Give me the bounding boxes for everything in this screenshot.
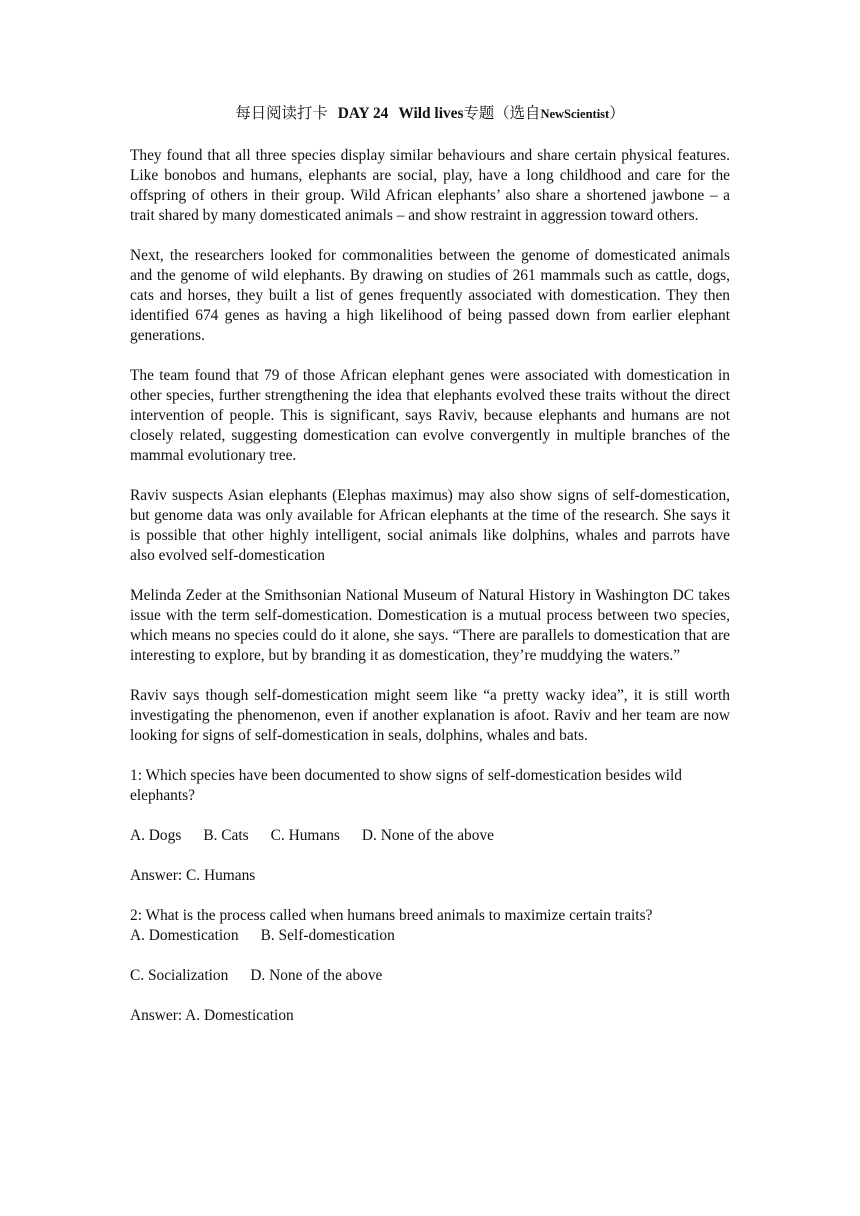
title-topic: Wild lives — [398, 105, 464, 122]
title-chinese: 每日阅读打卡 — [235, 105, 328, 122]
question-2-option-d: D. None of the above — [250, 967, 383, 984]
article-paragraph-6: Raviv says though self-domestication might seem like “a pretty wacky idea”, it is still worth investigating the phenomenon, even if another explanation is afoot. Raviv and her team are now looking for signs of self-domestication in seals, dolphins, whales and bats. — [130, 687, 730, 744]
question-1-options — [130, 826, 730, 846]
question-1-text: 1: Which species have been documented to show signs of self-domestication besides wild elephants? — [130, 767, 682, 804]
title-day: DAY 24 — [337, 105, 389, 122]
question-2-options-line-2 — [130, 966, 730, 986]
question-2-option-b: B. Self-domestication — [260, 927, 395, 944]
question-2-answer: Answer: A. Domestication — [130, 1007, 294, 1024]
question-2-option-a: A. Domestication — [130, 927, 239, 944]
article-paragraph-4: Raviv suspects Asian elephants (Elephas maximus) may also show signs of self-domestication, but genome data was only available for African elephants at the time of the research. She says it is possible that other highly intelligent, social animals like dolphins, whales and parrots have also evolved self-domestication — [130, 487, 730, 564]
question-1-option-d: D. None of the above — [361, 827, 494, 844]
question-1-option-c: C. Humans — [270, 827, 340, 844]
question-2-text: 2: What is the process called when humans breed animals to maximize certain traits? — [130, 907, 653, 924]
question-2-option-c: C. Socialization — [130, 967, 229, 984]
article-paragraph-2: Next, the researchers looked for commonalities between the genome of domesticated animals and the genome of wild elephants. By drawing on studies of 261 mammals such as cattle, dogs, cats and horses, they built a list of genes frequently associated with domestication. They then identified 674 genes as having a high likelihood of being passed down from earlier elephant generations. — [130, 247, 730, 344]
title-chinese-topic: 专题（选自 — [463, 105, 541, 122]
article-paragraph-1: They found that all three species display similar behaviours and share certain physical features. Like bonobos and humans, elephants are social, play, have a long childhood and care for the offspring of others in their group. Wild African elephants’ also share a shortened jawbone – a trait shared by many domesticated animals – and show restraint in aggression toward others. — [130, 147, 730, 224]
title-close: ） — [609, 105, 625, 122]
question-1-option-b: B. Cats — [203, 827, 249, 844]
question-1-answer: Answer: C. Humans — [130, 867, 256, 884]
question-1-option-a: A. Dogs — [130, 827, 182, 844]
document-page — [130, 104, 730, 1046]
question-2-options-line-1 — [130, 926, 730, 946]
article-paragraph-3: The team found that 79 of those African elephant genes were associated with domestication in other species, further strengthening the idea that elephants evolved these traits without the direct intervention of people. This is significant, says Raviv, because elephants and humans are not closely related, suggesting domestication can evolve convergently in multiple branches of the mammal evolutionary tree. — [130, 367, 730, 464]
article-paragraph-5: Melinda Zeder at the Smithsonian National Museum of Natural History in Washington DC takes issue with the term self-domestication. Domestication is a mutual process between two species, which means no species could do it alone, she says. “There are parallels to domestication that are interesting to explore, but by branding it as domestication, they’re muddying the waters.” — [130, 587, 730, 664]
page-title — [130, 104, 730, 124]
title-source: NewScientist — [540, 107, 610, 121]
